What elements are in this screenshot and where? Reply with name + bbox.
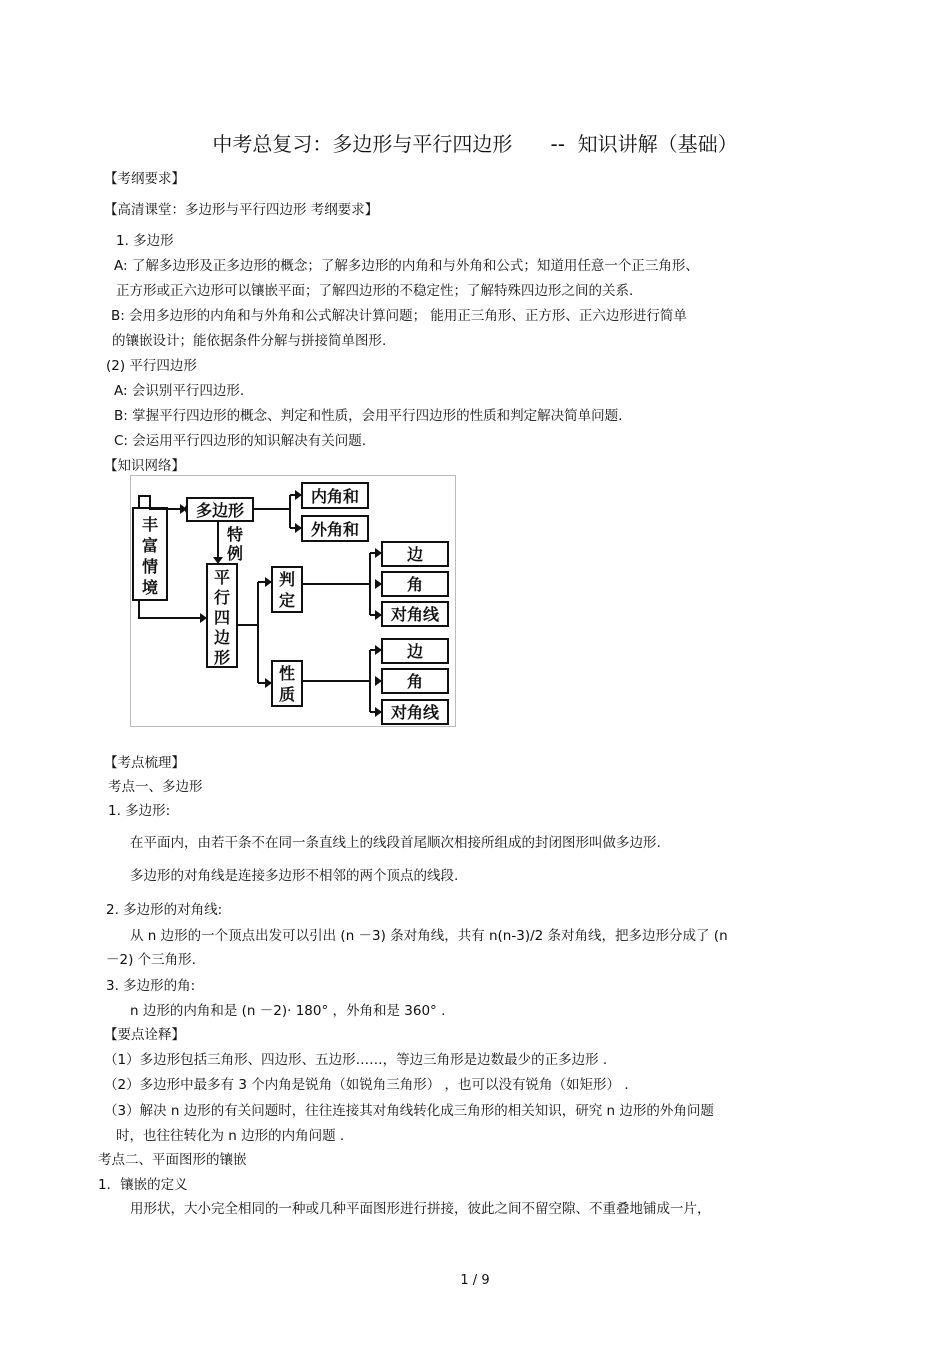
text-line: 从 n 边形的一个顶点出发可以引出 (n －3) 条对角线，共有 n(n-3)/2 条对角线，把多边形分成了 (n [130, 928, 728, 944]
text-line: 在平面内，由若干条不在同一条直线上的线段首尾顺次相接所组成的封闭图形叫做多边形. [130, 835, 661, 851]
rich-char: 境 [141, 578, 159, 597]
text-line: 【考点梳理】 [104, 755, 185, 771]
text-line: 1. 多边形 [116, 233, 174, 249]
page-number: 1 / 9 [460, 1273, 490, 1288]
polygon-label: 多边形 [195, 501, 245, 520]
judge-char: 判 [278, 570, 296, 589]
text-line: 【要点诠释】 [104, 1027, 185, 1043]
parallelogram-char: 形 [213, 648, 231, 667]
text-line: C: 会运用平行四边形的知识解决有关问题. [114, 433, 367, 449]
judge-side-label: 边 [406, 545, 424, 564]
text-line: 1．镶嵌的定义 [98, 1177, 188, 1193]
property-char: 性 [278, 664, 296, 683]
text-line: B: 掌握平行四边形的概念、判定和性质，会用平行四边形的性质和判定解决简单问题. [114, 408, 623, 424]
parallelogram-char: 边 [213, 628, 231, 647]
text-line: A: 了解多边形及正多边形的概念；了解多边形的内角和与外角和公式；知道用任意一个正三角形、 [114, 258, 699, 274]
text-line: 【知识网络】 [104, 458, 185, 474]
parallelogram-char: 四 [213, 608, 231, 627]
page-title: 中考总复习：多边形与平行四边形 -- 知识讲解（基础） [212, 132, 738, 156]
rich-char: 丰 [141, 515, 159, 534]
judge-angle-label: 角 [406, 575, 424, 594]
judge-char: 定 [278, 591, 296, 610]
property-angle-label: 角 [406, 672, 424, 691]
text-line: B: 会用多边形的内角和与外角和公式解决计算问题； 能用正三角形、正方形、正六边形进行简单 [111, 308, 687, 324]
text-line: A: 会识别平行四边形. [114, 383, 245, 399]
text-line: 正方形或正六边形可以镶嵌平面；了解四边形的不稳定性；了解特殊四边形之间的关系. [116, 283, 634, 299]
parallelogram-char: 平 [213, 568, 231, 587]
text-line: 的镶嵌设计；能依据条件分解与拼接简单图形. [112, 333, 387, 349]
text-line: 考点一、多边形 [108, 779, 203, 795]
interior-angle-sum-label: 内角和 [310, 487, 360, 506]
text-line: 【考纲要求】 [104, 171, 185, 187]
text-line: 时，也往往转化为 n 边形的内角问题 . [116, 1128, 345, 1144]
exterior-angle-sum-label: 外角和 [310, 520, 360, 539]
text-line: （1）多边形包括三角形、四边形、五边形……，等边三角形是边数最少的正多边形 . [104, 1052, 608, 1068]
text-line: 用形状，大小完全相同的一种或几种平面图形进行拼接，彼此之间不留空隙、不重叠地铺成一片， [130, 1201, 711, 1217]
text-line: 多边形的对角线是连接多边形不相邻的两个顶点的线段. [130, 868, 459, 884]
judge-diagonal-label: 对角线 [390, 605, 440, 624]
text-line: （3）解决 n 边形的有关问题时，往往连接其对角线转化成三角形的相关知识，研究 n 边形的外角问题 [104, 1103, 714, 1119]
rich-char: 情 [141, 557, 159, 576]
text-line: （2）多边形中最多有 3 个内角是锐角（如锐角三角形） ，也可以没有锐角（如矩形） . [104, 1077, 629, 1093]
text-line: (2) 平行四边形 [106, 358, 197, 374]
knowledge-network-diagram [130, 475, 456, 727]
text-line: 2. 多边形的对角线: [106, 902, 223, 918]
text-line: －2) 个三角形. [106, 952, 196, 968]
property-side-label: 边 [406, 642, 424, 661]
text-line: 1. 多边形: [108, 803, 171, 819]
text-line: n 边形的内角和是 (n －2)· 180° ，外角和是 360° . [130, 1003, 446, 1019]
special-char: 例 [226, 544, 244, 563]
text-line: 3. 多边形的角: [106, 978, 196, 994]
property-char: 质 [278, 685, 296, 704]
text-line: 考点二、平面图形的镶嵌 [98, 1152, 247, 1168]
property-diagonal-label: 对角线 [390, 703, 440, 722]
text-line: 【高清课堂：多边形与平行四边形 考纲要求】 [104, 202, 379, 218]
parallelogram-char: 行 [213, 588, 231, 607]
rich-char: 富 [141, 536, 159, 555]
special-char: 特 [226, 525, 244, 544]
